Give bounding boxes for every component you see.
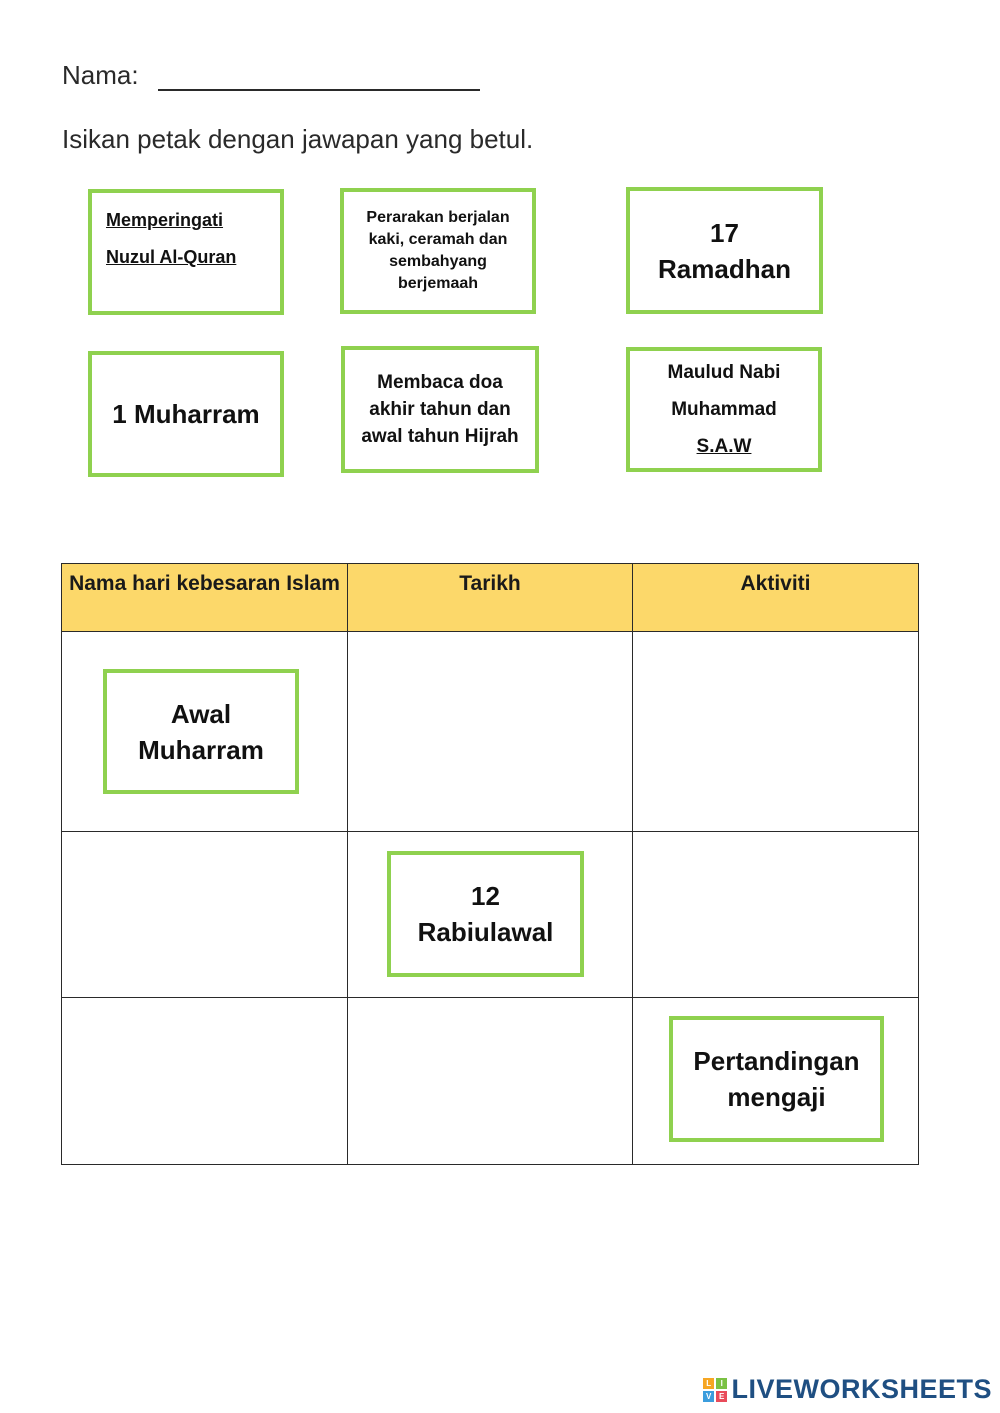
card-text-line: Rabiulawal <box>417 917 554 947</box>
card-text-line: Maulud Nabi <box>667 362 781 383</box>
card-text: Perarakan berjalan kaki, ceramah dan sembahyang berjemaah <box>366 209 510 292</box>
card-text: Awal Muharram <box>138 698 264 765</box>
card-12-rabiulawal <box>387 851 584 977</box>
column-header-nama: Nama hari kebesaran Islam <box>62 564 348 632</box>
card-awal-muharram <box>103 669 299 794</box>
card-pertandingan-mengaji <box>669 1016 884 1142</box>
logo-letter: L <box>703 1378 714 1389</box>
card-text-line: Ramadhan <box>658 253 791 284</box>
card-text-line: 17 <box>710 217 739 248</box>
card-text-line: Muhammad <box>671 399 777 420</box>
name-label: Nama: <box>62 60 139 90</box>
logo-letter: V <box>703 1391 714 1402</box>
drop-cell-r2-nama[interactable] <box>62 832 348 998</box>
card-text: Pertandingan mengaji <box>693 1046 860 1112</box>
card-text: 1 Muharram <box>112 398 260 429</box>
drop-cell-r3-nama[interactable] <box>62 998 348 1165</box>
logo-text: LIVEWORKSHEETS <box>731 1374 992 1404</box>
drop-cell-r1-tarikh[interactable] <box>348 632 633 832</box>
card-membaca-doa[interactable] <box>341 346 539 473</box>
card-text-line: S.A.W <box>696 436 752 457</box>
drop-cell-r1-aktiviti[interactable] <box>633 632 919 832</box>
card-maulud-nabi[interactable] <box>626 347 822 472</box>
logo-letter: E <box>716 1391 727 1402</box>
drop-cell-r3-tarikh[interactable] <box>348 998 633 1165</box>
logo-letter: I <box>716 1378 727 1389</box>
card-memperingati-nuzul-al-quran[interactable] <box>88 189 284 315</box>
logo-icon <box>703 1378 727 1402</box>
card-text-line: Memperingati <box>106 210 224 230</box>
card-1-muharram[interactable] <box>88 351 284 477</box>
liveworksheets-logo <box>703 1374 992 1405</box>
card-text: Membaca doa akhir tahun dan awal tahun Hijrah <box>361 372 519 447</box>
instruction-text: Isikan petak dengan jawapan yang betul. <box>62 124 534 154</box>
column-header-tarikh: Tarikh <box>348 564 633 632</box>
name-input-line[interactable] <box>158 89 480 91</box>
card-perarakan[interactable] <box>340 188 536 314</box>
drop-cell-r2-aktiviti[interactable] <box>633 832 919 998</box>
card-text-line: 12 <box>471 881 500 911</box>
column-header-aktiviti: Aktiviti <box>633 564 919 632</box>
card-text-line: Nuzul Al-Quran <box>106 247 237 267</box>
card-17-ramadhan[interactable] <box>626 187 823 314</box>
